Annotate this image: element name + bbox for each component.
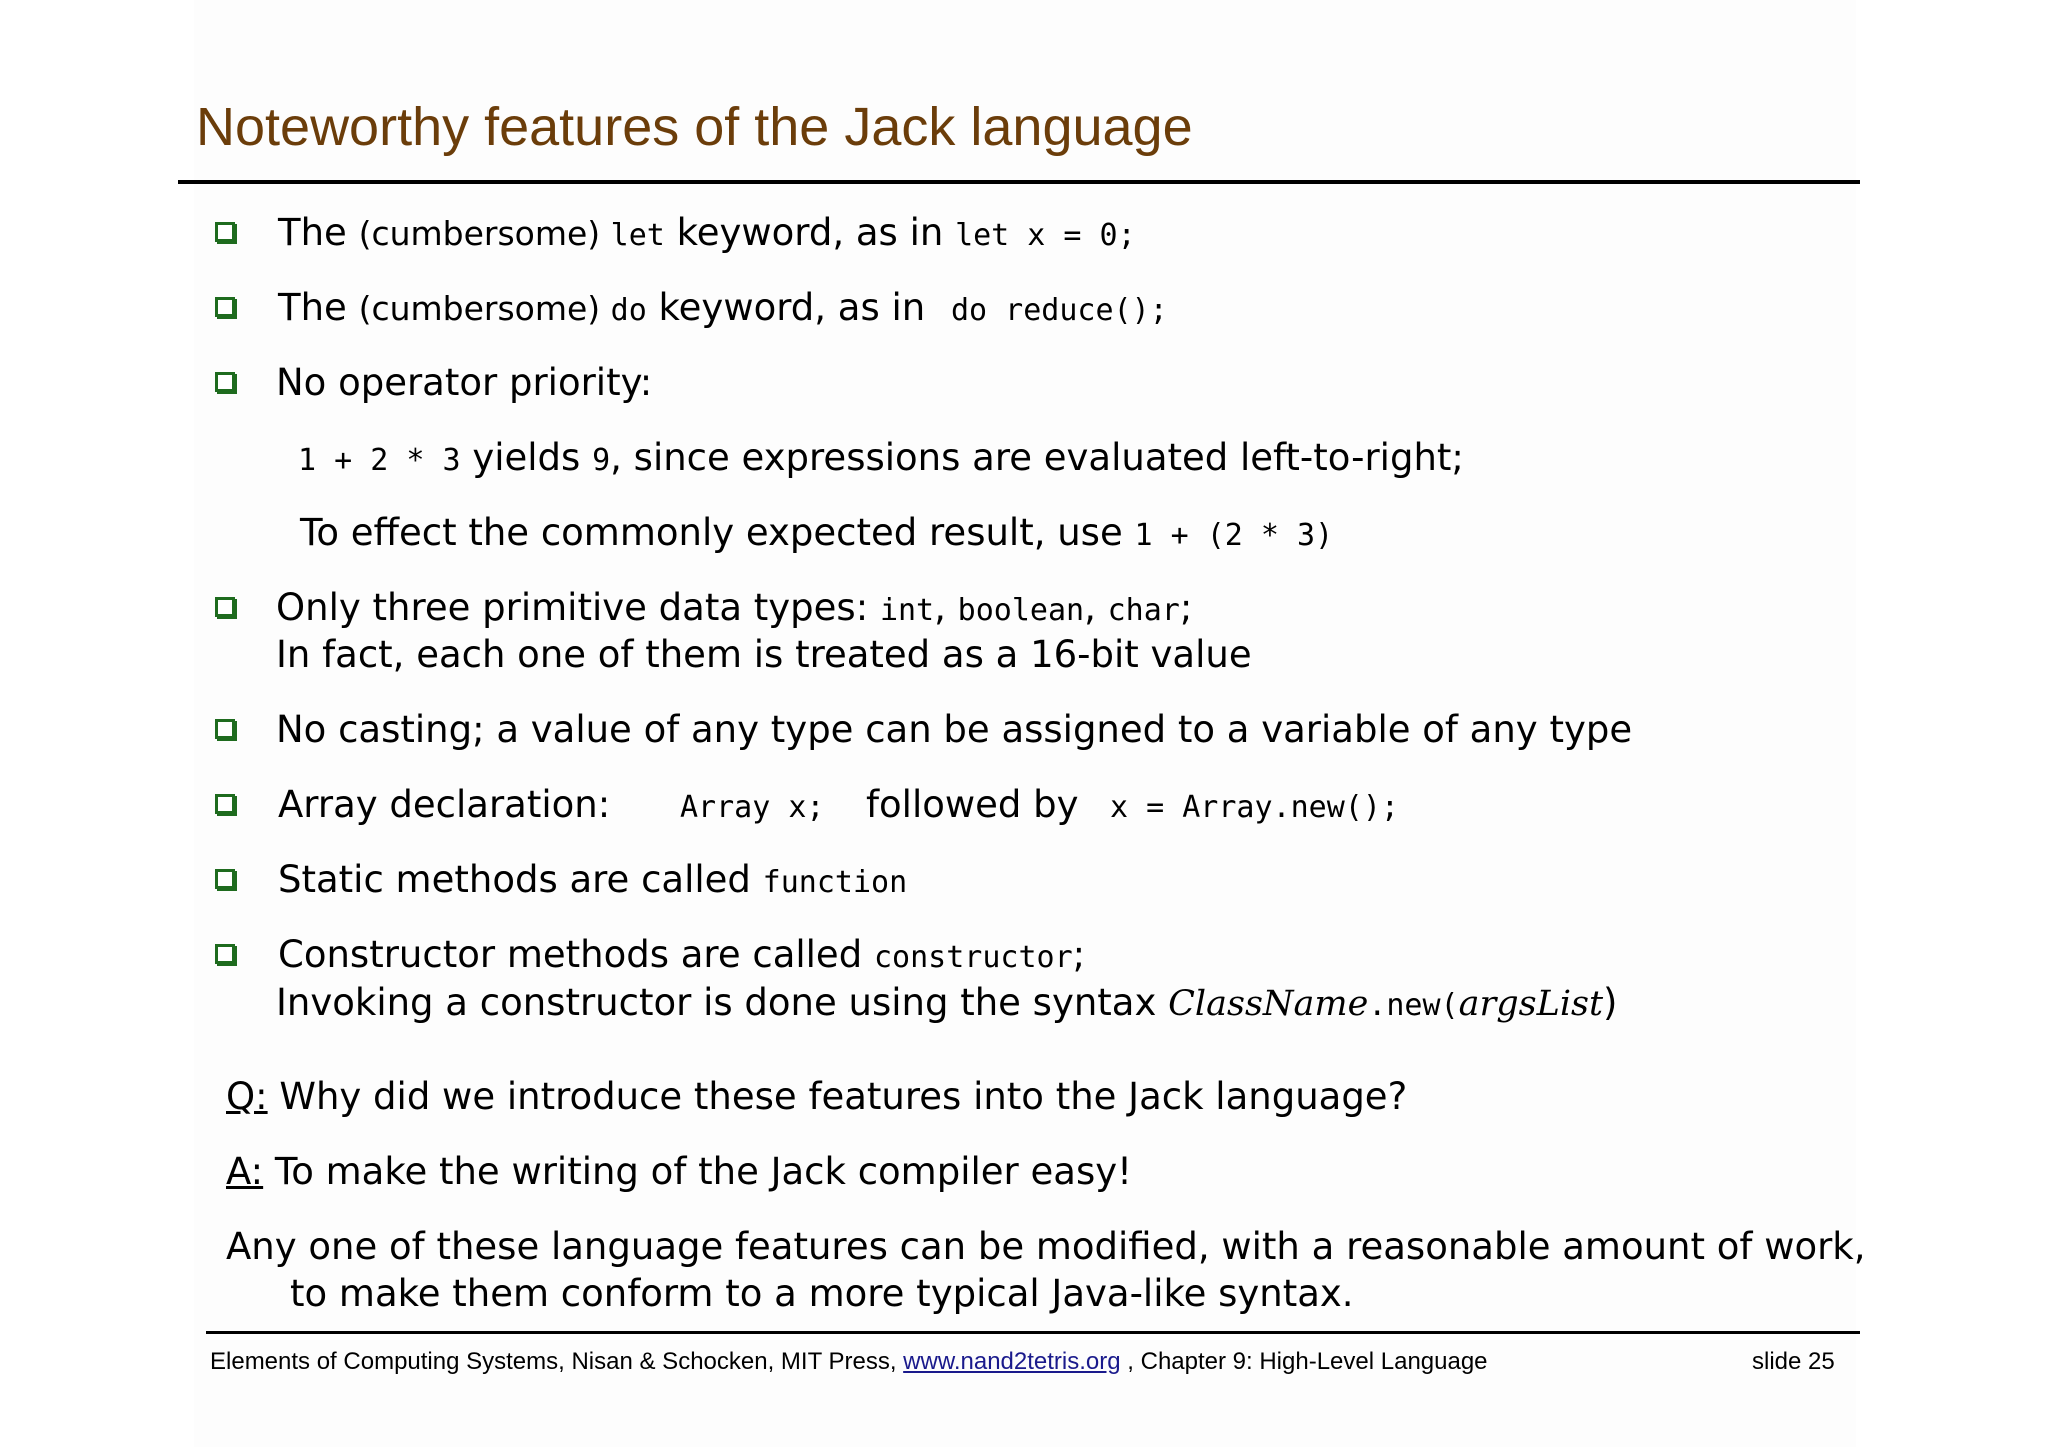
- syntax-placeholder: ClassName: [1168, 984, 1369, 1024]
- bullet-icon: [215, 597, 235, 617]
- syntax-placeholder: argsList: [1458, 984, 1604, 1024]
- bullet-text: The: [278, 211, 359, 254]
- bullet-text: (cumbersome): [358, 214, 611, 253]
- bullet-icon: [215, 944, 235, 964]
- operator-priority-example: [298, 436, 1464, 479]
- code-snippet: do reduce();: [951, 293, 1168, 328]
- bullet-text: Constructor methods are called: [278, 933, 874, 976]
- code-snippet: constructor: [873, 940, 1073, 975]
- answer-text: To make the writing of the Jack compiler easy!: [263, 1150, 1132, 1193]
- bullet-operator-priority: No operator priority:: [276, 361, 653, 404]
- bullet-text: keyword, as in: [646, 286, 937, 329]
- footer-divider: [206, 1331, 1860, 1334]
- code-snippet: char: [1107, 593, 1180, 628]
- slide-number: slide 25: [1752, 1348, 1835, 1375]
- footer-text: , Chapter 9: High-Level Language: [1120, 1348, 1488, 1375]
- bullet-constructor-methods: [278, 933, 1086, 976]
- footer-citation: [210, 1350, 1488, 1374]
- bullet-icon: [215, 297, 235, 317]
- code-snippet: int: [879, 593, 935, 628]
- title-divider: [178, 180, 1860, 184]
- code-snippet: let: [610, 218, 665, 253]
- code-snippet: .new(: [1368, 988, 1459, 1023]
- question-line: [226, 1075, 1408, 1118]
- bullet-icon: [215, 222, 235, 242]
- question-label: Q:: [226, 1075, 268, 1118]
- array-new-code: [1110, 786, 1399, 823]
- bullet-text: (cumbersome): [358, 289, 611, 328]
- slide-title: Noteworthy features of the Jack language: [196, 97, 1193, 157]
- code-snippet: boolean: [957, 593, 1085, 628]
- note-line-2: to make them conform to a more typical Java-like syntax.: [290, 1272, 1354, 1315]
- code-snippet: function: [762, 865, 908, 900]
- bullet-text: ;: [1179, 586, 1193, 629]
- bullet-text: ): [1603, 981, 1618, 1024]
- bullet-text: keyword, as in: [664, 211, 956, 254]
- operator-priority-fix: [300, 511, 1334, 554]
- code-snippet: x = Array.new();: [1110, 790, 1399, 825]
- answer-line: [226, 1150, 1132, 1193]
- code-snippet: let x = 0;: [955, 218, 1136, 253]
- answer-label: A:: [226, 1150, 264, 1193]
- code-snippet: 9: [592, 443, 611, 478]
- bullet-icon: [215, 869, 235, 889]
- bullet-text: ,: [1084, 586, 1108, 629]
- array-declaration-code: [680, 786, 825, 823]
- note-line-1: Any one of these language features can be modified, with a reasonable amount of work,: [226, 1225, 1866, 1268]
- array-followed-by: [866, 783, 1079, 826]
- code-snippet: 1 + 2 * 3: [298, 443, 461, 478]
- bullet-text: ,: [934, 586, 958, 629]
- code-snippet: do: [610, 293, 647, 328]
- bullet-icon: [215, 372, 235, 392]
- bullet-text: , since expressions are evaluated left-to-right;: [610, 436, 1464, 479]
- bullet-array-declaration: [278, 783, 611, 826]
- bullet-text: Invoking a constructor is done using the syntax: [276, 981, 1169, 1024]
- bullet-text: Only three primitive data types:: [276, 586, 880, 629]
- bullet-text: ;: [1072, 933, 1086, 976]
- footer-text: Elements of Computing Systems, Nisan & Schocken, MIT Press,: [210, 1348, 904, 1375]
- bullet-text: yields: [460, 436, 593, 479]
- bullet-text: Array declaration:: [278, 783, 611, 826]
- bullet-text: To effect the commonly expected result, use: [300, 511, 1135, 554]
- bullet-icon: [215, 719, 235, 739]
- bullet-let-keyword: [278, 211, 1136, 254]
- code-snippet: Array x;: [680, 790, 825, 825]
- constructor-syntax: [276, 981, 1618, 1024]
- bullet-static-methods: [278, 858, 908, 901]
- bullet-no-casting: No casting; a value of any type can be assigned to a variable of any type: [276, 708, 1633, 751]
- bullet-primitive-types: [276, 586, 1193, 629]
- question-text: Why did we introduce these features into the Jack language?: [267, 1075, 1408, 1118]
- bullet-text: Static methods are called: [278, 858, 763, 901]
- bullet-text: followed by: [866, 783, 1079, 826]
- code-snippet: 1 + (2 * 3): [1134, 518, 1334, 553]
- footer-link[interactable]: www.nand2tetris.org: [903, 1348, 1121, 1375]
- bullet-text: The: [278, 286, 359, 329]
- bullet-do-keyword: [278, 286, 1168, 329]
- bullet-icon: [215, 794, 235, 814]
- primitive-types-note: In fact, each one of them is treated as a 16-bit value: [276, 633, 1252, 676]
